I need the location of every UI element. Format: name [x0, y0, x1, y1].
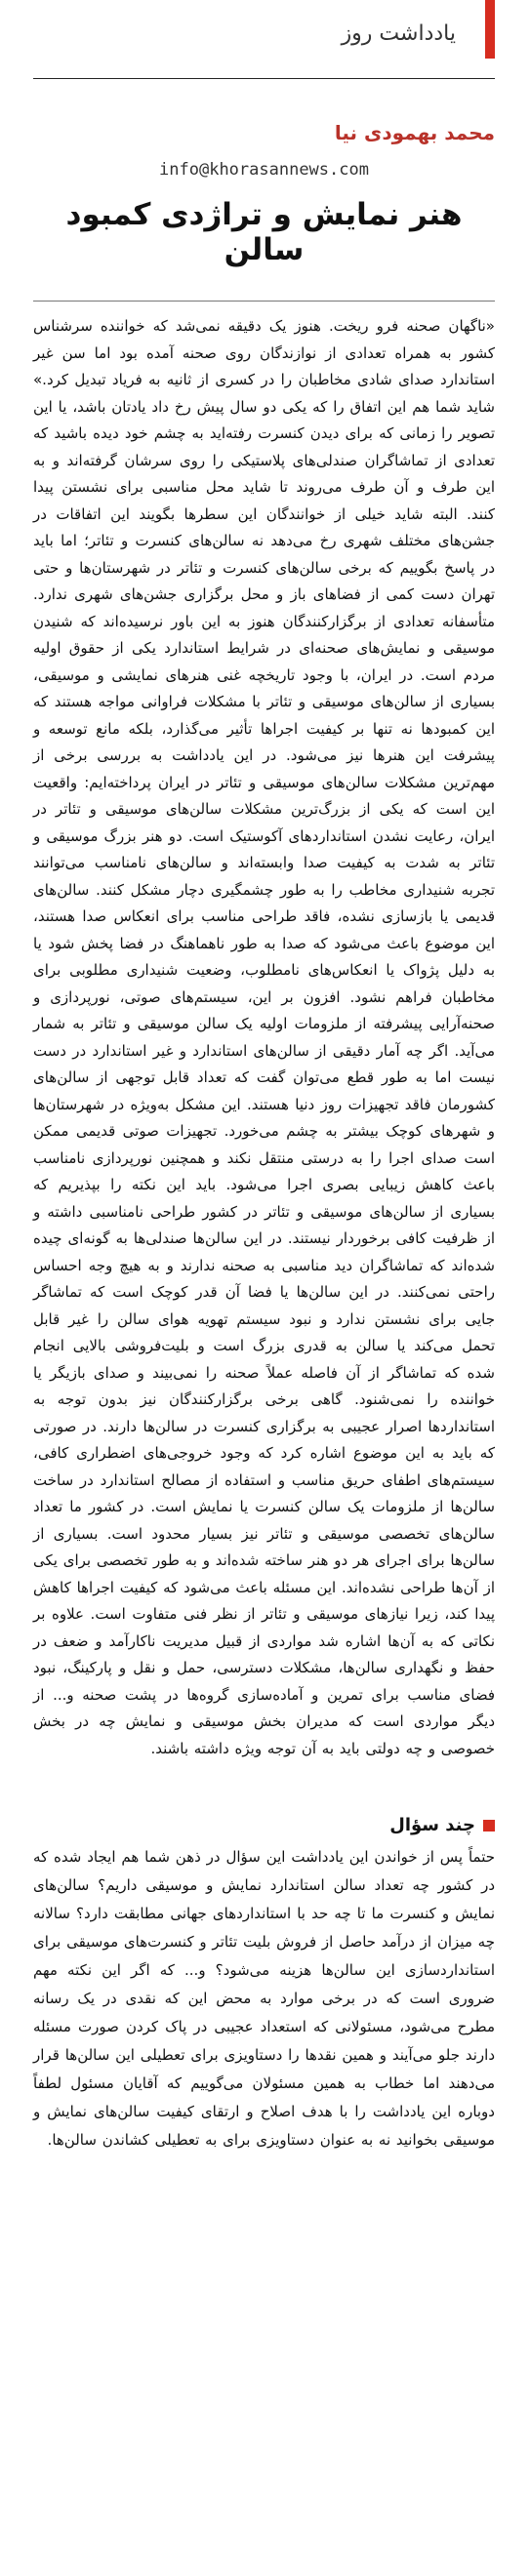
- author-email: info@khorasannews.com: [159, 160, 369, 180]
- subsection-title: چند سؤال: [389, 1815, 475, 1835]
- headline-divider: [33, 301, 495, 302]
- subsection-body: حتماً پس از خواندن این یادداشت این سؤال در ذهن شما هم ایجاد شده که در کشور چه تعداد سالن استاندارد نمایش و موسیقی داریم؟ سالن‌های نمایش و کنسرت ما تا چه حد با استانداردهای جهانی مطابقت دارد؟ سالانه چه میزان از درآمد حاصل از فروش بلیت تئاتر و کنسرت‌های موسیقی برای استانداردسازی این سالن‌ها هزینه می‌شود؟ و... که اگر این نکته مهم ضروری است که در برخی موارد به محض این که نقدی در یک رسانه مطرح می‌شود، مسئولانی که استعداد عجیبی در پاک کردن صورت مسئله دارند جلو می‌آیند و همین نقدها را دستاویزی برای تعطیلی این سالن‌ها قرار می‌دهند اما خطاب به همین مسئولان می‌گوییم که آقایان مسئول لطفاً دوباره این یادداشت را با هدف اصلاح و ارتقای کیفیت سالن‌های نمایش و موسیقی بخوانید نه به عنوان دستاویزی برای به تعطیلی کشاندن سالن‌ها.: [33, 1848, 495, 2149]
- section-label: یادداشت روز: [341, 21, 456, 46]
- header-divider: [33, 78, 495, 79]
- red-square-icon: [483, 1820, 495, 1831]
- author-name: محمد بهمودی نیا: [334, 121, 495, 144]
- article-body: «ناگهان صحنه فرو ریخت. هنوز یک دقیقه نمی‌شد که خواننده سرشناس کشور به همراه تعدادی از نوازندگان روی صحنه آمده بود اما سن غیر استاندارد صدای شادی مخاطبان را در کسری از ثانیه به فریاد تبدیل کرد.» شاید شما هم این اتفاق را که یکی دو سال پیش رخ داد یادتان باشد، یا این تصویر را زمانی که برای دیدن کنسرت رفته‌اید به چشم خود دیده باشید که تعدادی از تماشاگران صندلی‌های پلاستیکی را روی سرشان گرفته‌اند و به این طرف و آن طرف می‌روند تا شاید محل مناسبی برای نشستن پیدا کنند. البته شاید خیلی از خوانندگان این سطرها بگویند این اتفاقات در جشن‌های مختلف شهری رخ می‌دهد نه سالن‌های کنسرت و تئاتر؛ اما باید در پاسخ بگوییم که برخی سالن‌های کنسرت و تئاتر در شهرستان‌ها و حتی تهران دست کمی از فضاهای باز و محل برگزاری جشن‌های شهری ندارد. متأسفانه تعدادی از برگزارکنندگان هنوز به این باور نرسیده‌اند که شنیدن موسیقی و نمایش‌های صحنه‌ای در شرایط استاندارد یکی از حقوق اولیه مردم است. در ایران، با وجود تاریخچه غنی هنرهای نمایشی و موسیقی، بسیاری از سالن‌های موسیقی و تئاتر با مشکلات فراوانی مواجه هستند که این کمبودها نه تنها بر کیفیت اجراها تأثیر می‌گذارد، بلکه مانع توسعه و پیشرفت این هنرها نیز می‌شود. در این یادداشت به بررسی برخی از مهم‌ترین مشکلات سالن‌های موسیقی و تئاتر در ایران پرداخته‌ایم: واقعیت این است که یکی از بزرگ‌ترین مشکلات سالن‌های موسیقی و تئاتر در ایران، رعایت نشدن استانداردهای آکوستیک است. دو هنر بزرگ موسیقی و تئاتر به شدت به کیفیت صدا وابسته‌اند و سالن‌های نامناسب می‌توانند تجربه شنیداری مخاطب را به طور چشمگیری دچار مشکل کنند. سالن‌های قدیمی یا بازسازی نشده، فاقد طراحی مناسب برای انعکاس صدا هستند، این موضوع باعث می‌شود که صدا به طور ناهماهنگ در فضا پخش شود یا به دلیل پژواک یا انعکاس‌های نامطلوب، وضعیت شنیداری مطلوبی برای مخاطبان فراهم نشود. افزون بر این، سیستم‌های صوتی، نورپردازی و صحنه‌آرایی پیشرفته از ملزومات اولیه یک سالن موسیقی و تئاتر به شمار می‌آید. اگر چه آمار دقیقی از سالن‌های استاندارد و غیر استاندارد در دست نیست اما به طور قطع می‌توان گفت که تعداد قابل توجهی از سالن‌های کشورمان فاقد تجهیزات روز دنیا هستند. این مشکل به‌ویژه در شهرستان‌ها و شهرهای کوچک بیشتر به چشم می‌خورد. تجهیزات صوتی قدیمی ممکن است صدای اجرا را به درستی منتقل نکند و همچنین نورپردازی نامناسب باعث کاهش زیبایی بصری اجرا می‌شود. باید این نکته را بپذیریم که بسیاری از سالن‌های موسیقی و تئاتر در کشور طراحی نامناسبی داشته و از ظرفیت کافی برخوردار نیستند. در این سالن‌ها صندلی‌ها به گونه‌ای چیده شده‌اند که تماشاگران دید مناسبی به صحنه ندارند و به هیچ وجه احساس راحتی نمی‌کنند. در این سالن‌ها یا فضا آن قدر کوچک است که تماشاگر جایی برای نشستن ندارد و نبود سیستم تهویه هوای سالن را غیر قابل تحمل می‌کند یا سالن به قدری بزرگ است و بلیت‌فروشی بالایی انجام شده که تماشاگر از آن فاصله عملاً صحنه را نمی‌بیند و صدای بازیگر یا خواننده را نمی‌شنود. گاهی برخی برگزارکنندگان نیز بدون توجه به استانداردها اصرار عجیبی به برگزاری کنسرت در سالن‌ها دارند. در صورتی که باید به این موضوع اشاره کرد که وجود خروجی‌های اضطراری کافی، سیستم‌های اطفای حریق مناسب و استفاده از مصالح استاندارد در ساخت سالن‌ها از ملزومات یک سالن کنسرت یا نمایش است. در کشور ما تعداد سالن‌های تخصصی موسیقی و تئاتر نیز بسیار محدود است. بسیاری از سالن‌ها برای اجرای هر دو هنر ساخته شده‌اند و به طور تخصصی برای یکی از آن‌ها طراحی نشده‌اند. این مسئله باعث می‌شود که کیفیت اجراها کاهش پیدا کند، زیرا نیازهای موسیقی و تئاتر از نظر فنی متفاوت است. علاوه بر نکاتی که به آن‌ها اشاره شد مواردی از قبیل مدیریت ناکارآمد و ضعف در حفظ و نگهداری سالن‌ها، مشکلات دسترسی، حمل و نقل و پارکینگ، نبود فضای مناسب برای تمرین و آماده‌سازی گروه‌ها در پشت صحنه و... از دیگر مواردی است که مدیران بخش موسیقی و نمایش چه در بخش خصوصی و چه دولتی باید به آن توجه ویژه داشته باشند.: [33, 317, 495, 1757]
- subsection-header: [33, 1815, 495, 1835]
- article-headline: هنر نمایش و تراژدی کمبود سالن: [65, 197, 463, 267]
- section-header: [33, 0, 495, 86]
- section-accent-bar: [485, 0, 495, 59]
